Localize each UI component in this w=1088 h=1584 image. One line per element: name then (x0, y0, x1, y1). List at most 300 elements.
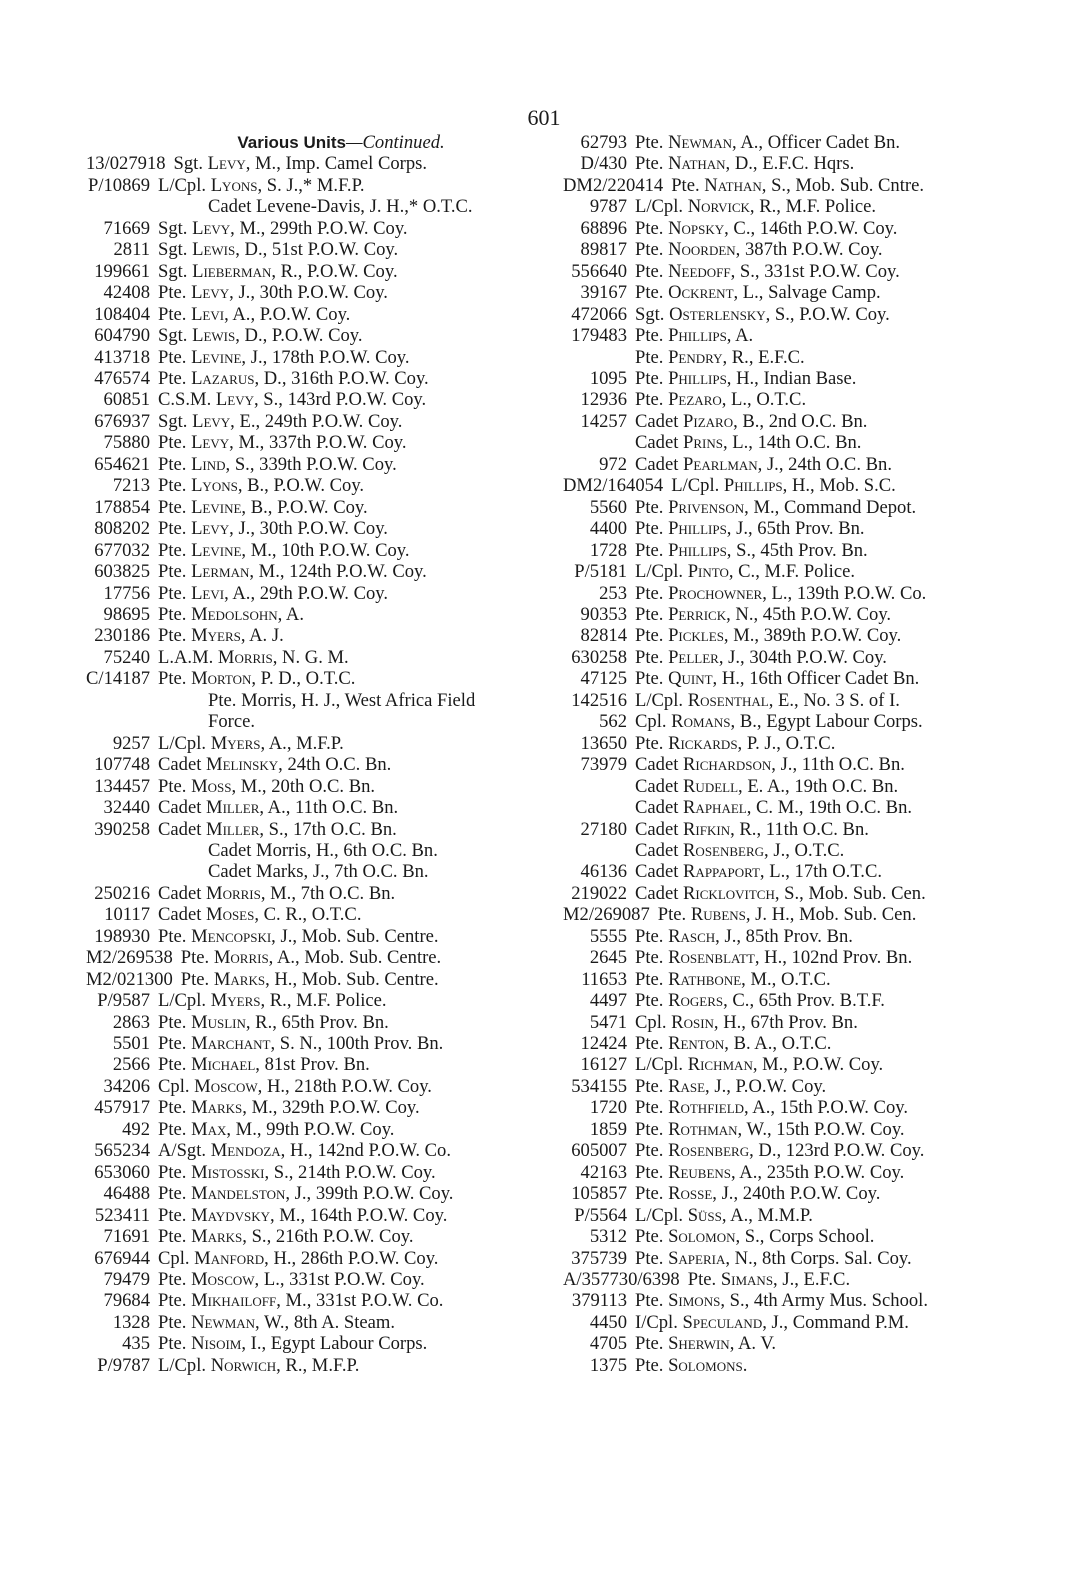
list-item (563, 1355, 1023, 1376)
rank: Pte. (635, 282, 664, 304)
name: Morris, N. G. M. (217, 646, 349, 668)
service-number: P/10869 (88, 174, 150, 196)
service-number: D/430 (580, 153, 627, 175)
rank: Pte. (180, 968, 210, 990)
unit: 30th P.O.W. Coy. (259, 518, 388, 540)
service-number: 2645 (589, 947, 627, 969)
service-number: 523411 (94, 1204, 150, 1226)
rank: Pte. (635, 239, 664, 261)
rank: Pte. (158, 496, 187, 518)
list-item (563, 497, 1023, 518)
service-number: 75880 (103, 432, 150, 454)
unit: O.T.C. (785, 732, 836, 754)
list-item (563, 625, 1023, 646)
unit: M.F. Police. (296, 990, 387, 1012)
unit: 99th P.O.W. Coy. (266, 1118, 395, 1140)
name: Marks, H., (213, 968, 298, 990)
rank: Pte. (635, 625, 664, 647)
left-entry-list (86, 153, 556, 1376)
rank: I/Cpl. (635, 1311, 678, 1333)
rank: Pte. (158, 1290, 187, 1312)
name: Myers, A. J. (191, 625, 284, 647)
service-number: 604790 (94, 325, 150, 347)
service-number: 98695 (103, 603, 150, 625)
service-number: 1720 (589, 1097, 627, 1119)
list-item (86, 1312, 556, 1333)
list-item (86, 411, 556, 432)
unit: 6th O.C. Bn. (343, 839, 438, 861)
service-number: 1859 (589, 1118, 627, 1140)
name: Nathan, D., (668, 153, 758, 175)
service-number: 13650 (580, 732, 627, 754)
list-item (86, 1248, 556, 1269)
list-item (86, 261, 556, 282)
service-number: 1375 (589, 1354, 627, 1376)
name: Medolsohn, A. (191, 603, 305, 625)
name: Rickards, P. J., (668, 732, 781, 754)
name: Nopsky, C., (668, 217, 756, 239)
service-number: 7213 (112, 475, 150, 497)
service-number: 2863 (112, 1011, 150, 1033)
list-item (86, 883, 556, 904)
list-item (563, 969, 1023, 990)
service-number: 142516 (571, 689, 627, 711)
unit: 331st P.O.W. Coy. (289, 1269, 425, 1291)
rank: L/Cpl. (635, 561, 684, 583)
rank: Cadet (208, 861, 252, 883)
unit: 316th P.O.W. Coy. (291, 367, 429, 389)
unit: Mob. Sub. Cntre. (795, 174, 924, 196)
unit: 15th P.O.W. Coy. (779, 1097, 908, 1119)
service-number: 42163 (580, 1161, 627, 1183)
rank: Pte. (158, 475, 187, 497)
rank: Pte. (635, 1140, 664, 1162)
rank: Pte. (635, 325, 664, 347)
name: Privenson, M., (668, 496, 780, 518)
list-item (563, 1290, 1023, 1311)
unit: 11th O.C. Bn. (801, 754, 905, 776)
list-item (86, 518, 556, 539)
list-item (563, 196, 1023, 217)
unit: 329th P.O.W. Coy. (282, 1097, 420, 1119)
unit: 235th P.O.W. Coy. (766, 1161, 905, 1183)
service-number: 375739 (571, 1247, 627, 1269)
name: Manford, H., (194, 1247, 297, 1269)
name: Perrick, N., (668, 603, 759, 625)
rank: Pte. (635, 1118, 664, 1140)
list-item (563, 411, 1023, 432)
unit: 139th P.O.W. Co. (796, 582, 927, 604)
unit: 216th P.O.W. Coy. (275, 1226, 414, 1248)
unit: Egypt Labour Corps. (766, 711, 923, 733)
rank: A/Sgt. (158, 1140, 207, 1162)
name: Norwich, R., (210, 1354, 308, 1376)
rank: Cpl. (158, 1247, 190, 1269)
rank: Pte. (158, 625, 187, 647)
service-number: 413718 (94, 346, 150, 368)
list-item (563, 904, 1023, 925)
rank: Pte. (158, 1011, 187, 1033)
unit: M.F.P. (296, 732, 344, 754)
service-number: 654621 (94, 453, 150, 475)
rank: L.A.M. (158, 646, 214, 668)
unit: 124th P.O.W. Coy. (289, 561, 427, 583)
service-number: 379113 (571, 1290, 627, 1312)
rank: Pte. (635, 153, 664, 175)
service-number: 1328 (112, 1311, 150, 1333)
rank: Pte. (158, 1204, 187, 1226)
name: Süss, A., (687, 1204, 753, 1226)
service-number: 108404 (94, 303, 150, 325)
name: Raphael, C. M., (683, 797, 804, 819)
left-column (86, 132, 556, 1376)
unit: 146th P.O.W. Coy. (759, 217, 898, 239)
list-item (563, 454, 1023, 475)
name: Rothfield, A., (668, 1097, 776, 1119)
name: Rappaport, L., (683, 861, 790, 883)
service-number: 75240 (103, 646, 150, 668)
list-item (86, 1333, 556, 1354)
rank: Cadet (208, 196, 252, 218)
service-number: 5312 (589, 1226, 627, 1248)
rank: Cadet (158, 754, 202, 776)
service-number: 1095 (589, 367, 627, 389)
unit: 17th O.C. Bn. (292, 818, 397, 840)
service-number: 73979 (580, 754, 627, 776)
list-item (563, 947, 1023, 968)
service-number: 4705 (589, 1333, 627, 1355)
unit: 8th A. Steam. (293, 1311, 396, 1333)
rank: Pte. (687, 1269, 717, 1291)
service-number: 10117 (104, 904, 150, 926)
unit: 16th Officer Cadet Bn. (749, 668, 920, 690)
unit: O.T.C. (756, 389, 807, 411)
unit: 123rd P.O.W. Coy. (785, 1140, 925, 1162)
name: Lind, S., (191, 453, 255, 475)
name: Romans, B., (671, 711, 762, 733)
rank: Cadet (635, 797, 679, 819)
list-item (563, 819, 1023, 840)
list-item (563, 389, 1023, 410)
list-item (563, 1226, 1023, 1247)
list-item (86, 819, 556, 840)
rank: Pte. (657, 904, 687, 926)
rank: Pte. (158, 582, 187, 604)
unit: 85th Prov. Bn. (745, 925, 853, 947)
name: Pizaro, B., (683, 410, 765, 432)
unit: P.O.W. Coy. (735, 1075, 827, 1097)
rank: Pte. (158, 1269, 187, 1291)
list-item (563, 840, 1023, 861)
rank: Pte. (158, 1054, 187, 1076)
name: Levi, A., (191, 582, 256, 604)
unit: Mob. Sub. Centre. (301, 968, 439, 990)
name: Lewis, D., (192, 325, 268, 347)
section-title: Various Units (237, 133, 346, 152)
name: Moscow, H., (194, 1075, 290, 1097)
name: Solomon, S., (668, 1226, 765, 1248)
rank: Pte. (158, 775, 187, 797)
list-item (86, 776, 556, 797)
name: Reubens, A., (668, 1161, 763, 1183)
list-item (563, 218, 1023, 239)
name: Levene-Davis, J. H.,* (256, 196, 419, 218)
name: Levy, S., (215, 389, 283, 411)
unit: P.O.W. Coy. (273, 475, 365, 497)
name: Rase, J., (668, 1075, 731, 1097)
rank: Pte. (635, 1354, 664, 1376)
unit: 7th O.C. Bn. (300, 882, 396, 904)
service-number: 27180 (580, 818, 627, 840)
unit: M.F. Police. (785, 196, 877, 218)
unit: 142nd P.O.W. Co. (317, 1140, 451, 1162)
unit: O.T.C. (305, 668, 356, 690)
list-item (563, 883, 1023, 904)
list-item (86, 840, 556, 861)
rank: Pte. (635, 646, 664, 668)
list-item (86, 304, 556, 325)
name: Speculand, J., (682, 1311, 789, 1333)
unit: No. 3 S. of I. (803, 689, 900, 711)
unit: Command Depot. (783, 496, 917, 518)
unit: 24th O.C. Bn. (287, 754, 392, 776)
name: Rosenblatt, H., (668, 947, 787, 969)
list-item (563, 1269, 1023, 1290)
rank: Cadet (635, 754, 679, 776)
rank: Pte. (158, 561, 187, 583)
service-number: 565234 (94, 1140, 150, 1162)
service-number: 230186 (94, 625, 150, 647)
list-item (563, 1033, 1023, 1054)
service-number: 47125 (580, 668, 627, 690)
service-number: 219022 (571, 882, 627, 904)
name: Pickles, M., (668, 625, 760, 647)
list-item (86, 347, 556, 368)
service-number: 60851 (103, 389, 150, 411)
section-heading (86, 132, 556, 153)
service-number: 105857 (571, 1183, 627, 1205)
name: Morris, H. J., (241, 689, 341, 711)
name: Rothman, W., (668, 1118, 772, 1140)
unit: 249th P.O.W. Coy. (264, 410, 403, 432)
rank: Pte. (635, 582, 664, 604)
name: Myers, R., (210, 990, 292, 1012)
list-item (563, 1333, 1023, 1354)
list-item (86, 1290, 556, 1311)
rank: Pte. (180, 947, 210, 969)
list-item (563, 325, 1023, 346)
unit: 143rd P.O.W. Coy. (287, 389, 427, 411)
list-item (86, 797, 556, 818)
service-number: 11653 (581, 968, 627, 990)
name: Rosenberg, J., (683, 839, 790, 861)
rank: Pte. (158, 1118, 187, 1140)
rank: Pte. (635, 603, 664, 625)
unit: O.T.C. (781, 1033, 832, 1055)
rank: Sgt. (158, 260, 188, 282)
service-number: 46488 (103, 1183, 150, 1205)
rank: Sgt. (635, 303, 665, 325)
service-number: 90353 (580, 603, 627, 625)
name: Rudell, E. A., (683, 775, 790, 797)
name: Maydvsky, M., (191, 1204, 306, 1226)
rank: Pte. (158, 282, 187, 304)
rank: Pte. (635, 132, 664, 153)
service-number: 4497 (589, 990, 627, 1012)
unit: 8th Corps. Sal. Coy. (762, 1247, 912, 1269)
rank: Cadet (158, 797, 202, 819)
list-item (86, 432, 556, 453)
unit: 337th P.O.W. Coy. (268, 432, 407, 454)
list-item (563, 861, 1023, 882)
service-number: 68896 (580, 217, 627, 239)
name: Nathan, S., (704, 174, 791, 196)
unit: 65th Prov. B.T.F. (758, 990, 885, 1012)
unit: M.F.P. (316, 174, 365, 196)
service-number: 472066 (571, 303, 627, 325)
list-item (563, 1162, 1023, 1183)
service-number: 9257 (112, 732, 150, 754)
name: Rosse, J., (668, 1183, 739, 1205)
list-item (86, 282, 556, 303)
list-item (563, 990, 1023, 1011)
rank: Pte. (635, 346, 664, 368)
list-item (563, 175, 1023, 196)
service-number: 82814 (580, 625, 627, 647)
list-item (86, 904, 556, 925)
name: Mandelston, J., (191, 1183, 312, 1205)
service-number: DM2/220414 (563, 174, 664, 196)
service-number: 12936 (580, 389, 627, 411)
list-item (86, 969, 556, 990)
rank: Pte. (635, 947, 664, 969)
name: Lieberman, R., (192, 260, 303, 282)
name: Phillips, J., (668, 518, 753, 540)
name: Levine, M., (191, 539, 277, 561)
name: Needoff, S., (668, 260, 760, 282)
rank: Sgt. (158, 325, 188, 347)
unit: 45th Prov. Bn. (760, 539, 868, 561)
name: Simons, S., (668, 1290, 750, 1312)
service-number: 457917 (94, 1097, 150, 1119)
rank: Pte. (635, 217, 664, 239)
service-number: 14257 (580, 410, 627, 432)
service-number: 71669 (103, 217, 150, 239)
name: Ricklovitch, S., (683, 882, 804, 904)
unit: 19th O.C. Bn. (794, 775, 899, 797)
list-item (563, 604, 1023, 625)
name: Phillips, H., (668, 367, 759, 389)
list-item (563, 347, 1023, 368)
service-number: 534155 (571, 1075, 627, 1097)
name: Quint, H., (668, 668, 745, 690)
rank: Pte. (158, 1333, 187, 1355)
list-item (86, 926, 556, 947)
rank: L/Cpl. (635, 196, 684, 218)
service-number: P/5181 (574, 561, 627, 583)
list-item (86, 561, 556, 582)
name: Levi, A., (191, 303, 256, 325)
unit: 331st P.O.W. Coy. (764, 260, 900, 282)
unit: 45th P.O.W. Coy. (762, 603, 892, 625)
list-item (563, 754, 1023, 775)
unit: 67th Prov. Bn. (750, 1011, 858, 1033)
name: Muslin, R., (191, 1011, 277, 1033)
name: Lazarus, D., (191, 367, 287, 389)
list-item (563, 776, 1023, 797)
list-item (563, 733, 1023, 754)
unit: 20th O.C. Bn. (271, 775, 376, 797)
unit: 17th O.T.C. (794, 861, 883, 883)
rank: Pte. (635, 1161, 664, 1183)
service-number: 198930 (94, 925, 150, 947)
list-item (86, 668, 556, 689)
list-item (86, 540, 556, 561)
list-item (86, 475, 556, 496)
rank: Pte. (158, 668, 187, 690)
service-number: 12424 (580, 1033, 627, 1055)
service-number: 42408 (103, 282, 150, 304)
name: Rogers, C., (668, 990, 755, 1012)
service-number: 17756 (103, 582, 150, 604)
unit: 11th O.C. Bn. (765, 818, 869, 840)
list-item (86, 604, 556, 625)
name: Levy, E., (192, 410, 261, 432)
rank: Pte. (158, 1311, 187, 1333)
rank: Pte. (158, 603, 187, 625)
unit: Command P.M. (792, 1311, 909, 1333)
name: Osterlensky, S., (669, 303, 795, 325)
service-number: 79479 (103, 1269, 150, 1291)
rank: Pte. (635, 1226, 664, 1248)
service-number: 676944 (94, 1247, 150, 1269)
service-number: 677032 (94, 539, 150, 561)
rank: L/Cpl. (158, 990, 207, 1012)
rank: Pte. (635, 1290, 664, 1312)
unit: 81st Prov. Bn. (264, 1054, 370, 1076)
name: Levy, M., (191, 432, 265, 454)
name: Morris, A., (213, 947, 300, 969)
name: Moscow, L., (191, 1269, 285, 1291)
rank: Pte. (158, 432, 187, 454)
list-item (86, 1140, 556, 1161)
name: Mikhailoff, M., (191, 1290, 312, 1312)
name: Phillips, S., (668, 539, 756, 561)
name: Morris, H., (256, 839, 339, 861)
unit: 19th O.C. Bn. (808, 797, 913, 819)
list-item (563, 282, 1023, 303)
list-item (86, 1269, 556, 1290)
unit: 218th P.O.W. Coy. (294, 1075, 432, 1097)
service-number: 808202 (94, 518, 150, 540)
unit: West Africa Field (344, 689, 476, 711)
name: Phillips, H., (723, 475, 815, 497)
rank: Cadet (158, 904, 202, 926)
unit: 51st P.O.W. Coy. (271, 239, 399, 261)
service-number: 250216 (94, 882, 150, 904)
service-number: 2566 (112, 1054, 150, 1076)
list-item (86, 1355, 556, 1376)
rank: Cadet (635, 432, 679, 454)
unit: 387th P.O.W. Coy. (744, 239, 883, 261)
name: Simans, J., (720, 1269, 799, 1291)
service-number: 178854 (94, 496, 150, 518)
list-item (86, 1076, 556, 1097)
service-number: 603825 (94, 561, 150, 583)
unit: 331st P.O.W. Co. (316, 1290, 444, 1312)
service-number: 39167 (580, 282, 627, 304)
service-number: 179483 (571, 325, 627, 347)
